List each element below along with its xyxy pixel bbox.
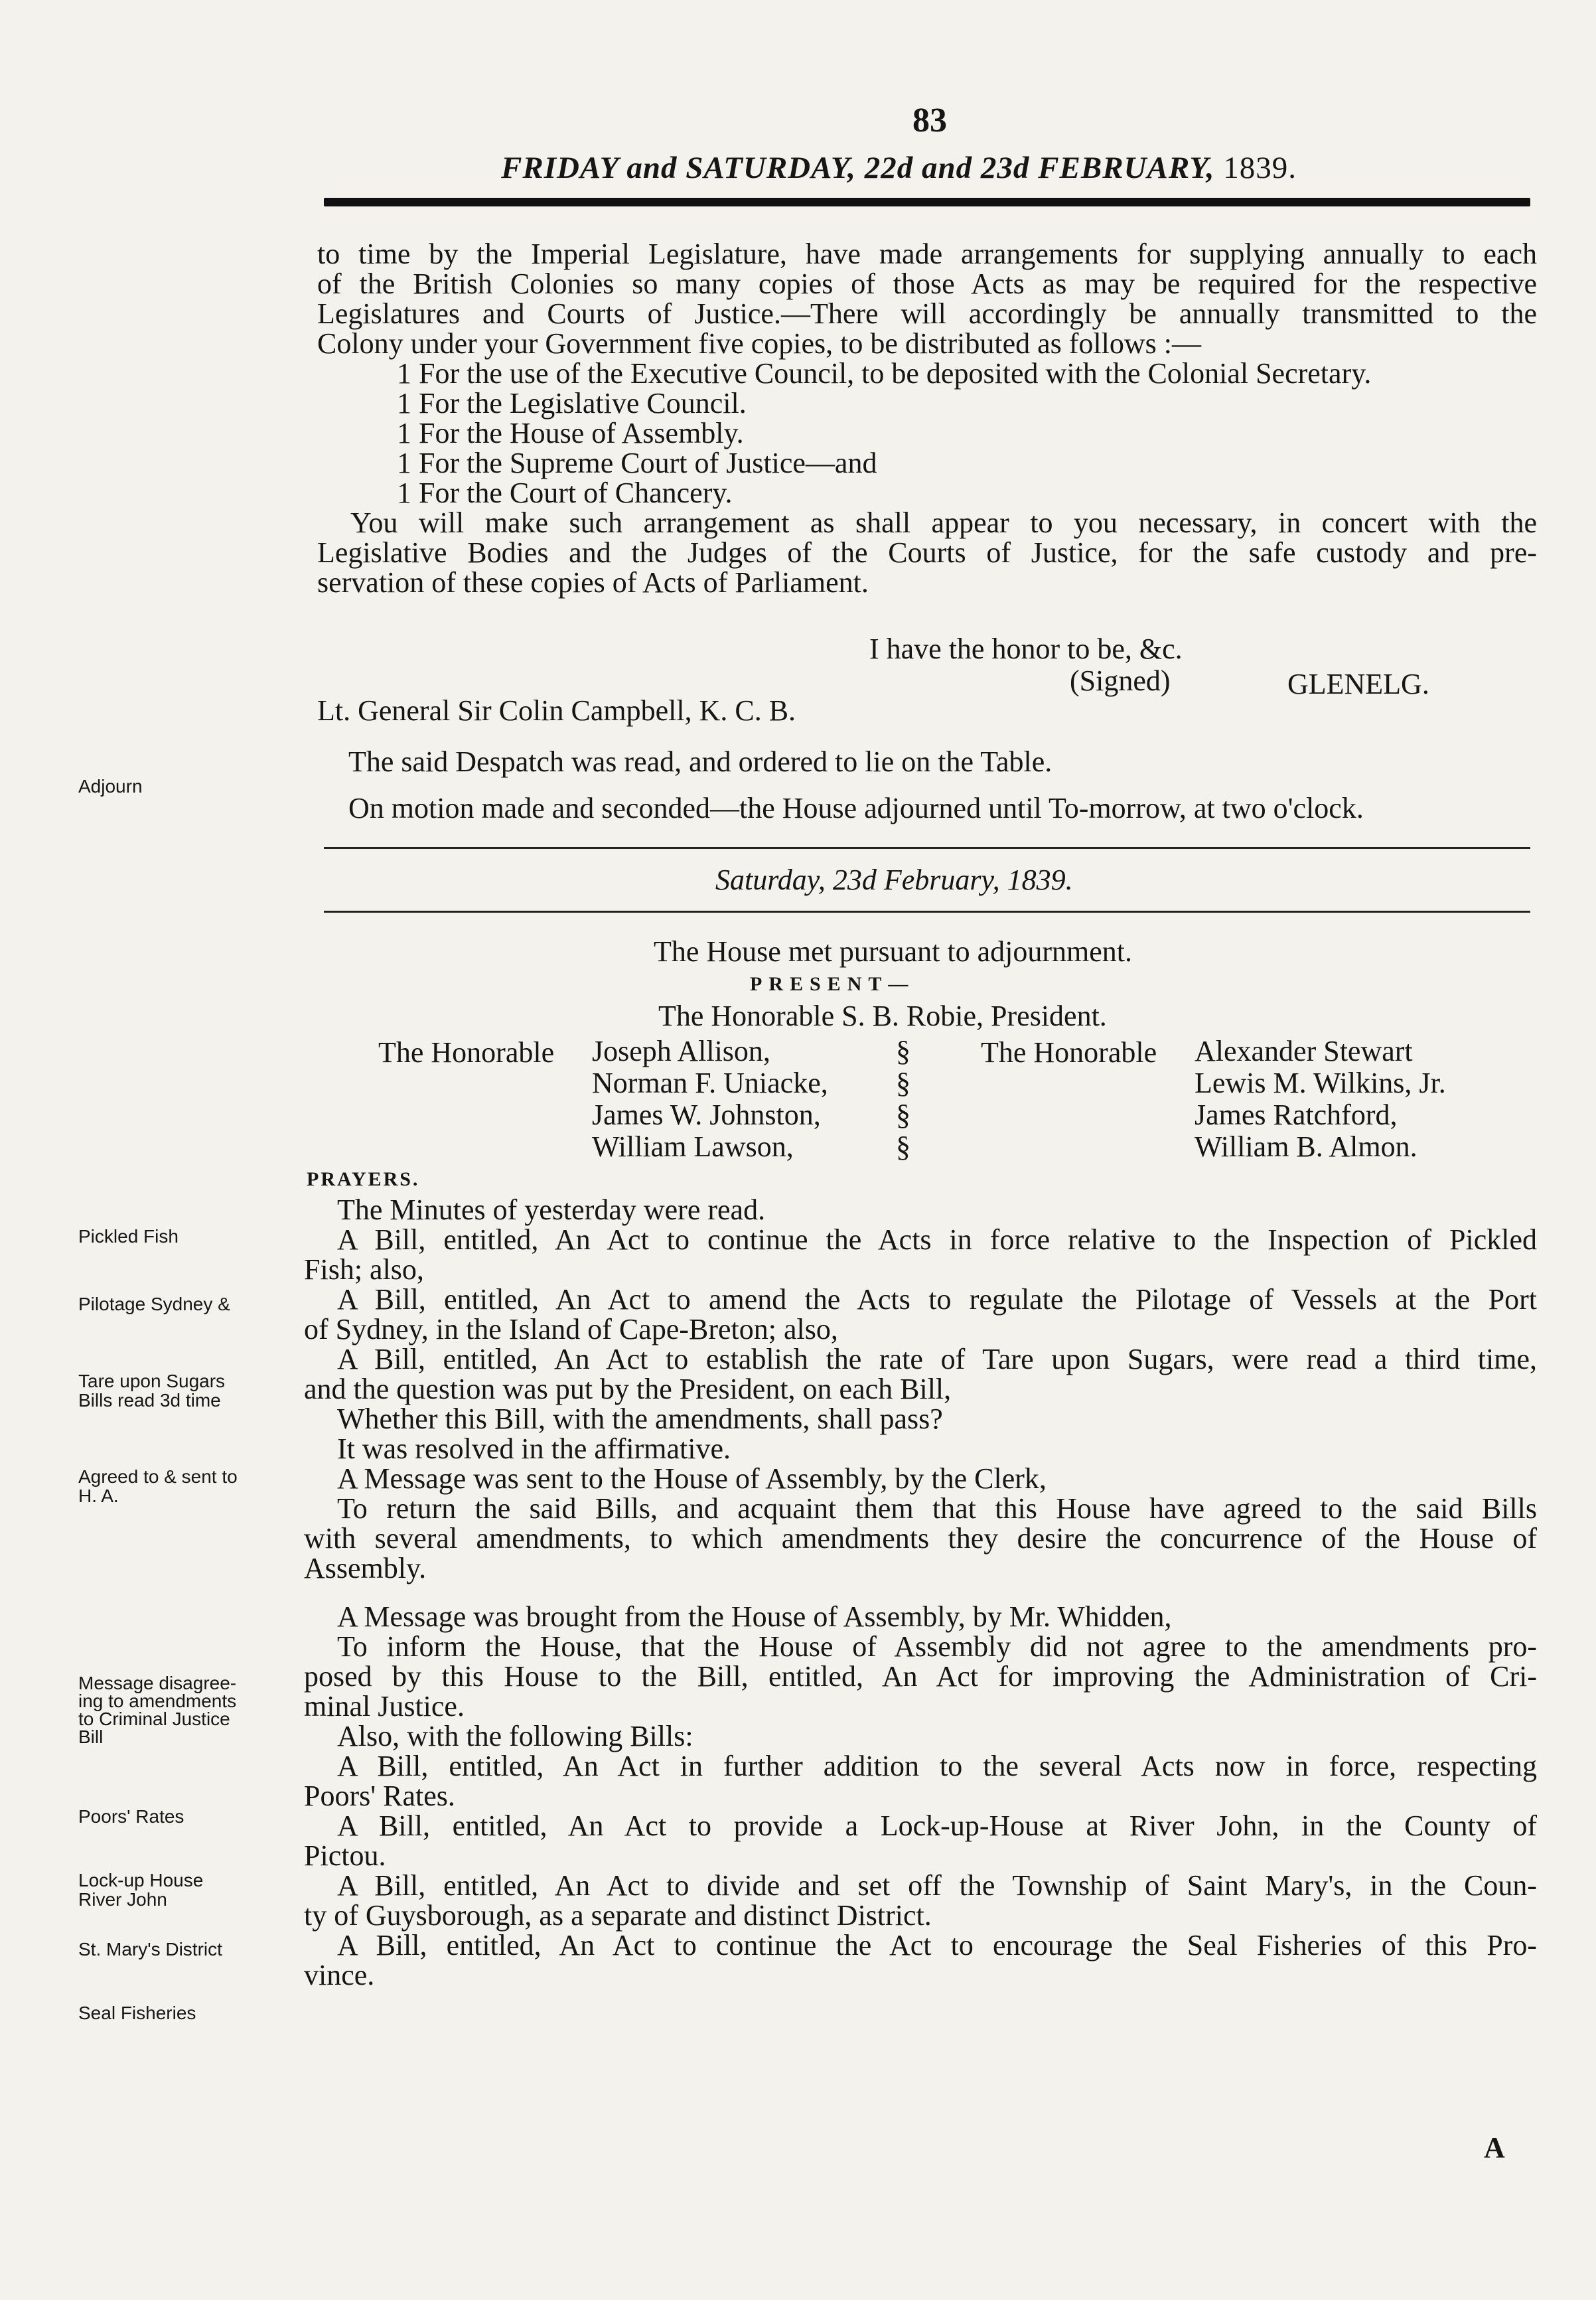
body-line: Poors' Rates. xyxy=(304,1780,455,1812)
header-year: 1839. xyxy=(1223,151,1297,185)
body-line: with several amendments, to which amendments they desire the concurrence of the House of xyxy=(304,1522,1537,1555)
body-line: A Bill, entitled, An Act to amend the Acts to regulate the Pilotage of Vessels at the Port xyxy=(337,1283,1537,1316)
body-line: A Bill, entitled, An Act to provide a Lock-up-House at River John, in the County of xyxy=(337,1809,1537,1842)
section-rule-bottom xyxy=(324,911,1530,913)
body-line: A Bill, entitled, An Act to divide and set off the Township of Saint Mary's, in the Coun- xyxy=(337,1869,1537,1902)
margin-note-lockup: Lock-up House River John xyxy=(78,1870,204,1910)
section-separators xyxy=(896,1035,910,1163)
despatch-text xyxy=(317,239,1537,597)
body-line: A Message was brought from the House of Assembly, by Mr. Whidden, xyxy=(337,1600,1172,1633)
header-rule xyxy=(324,198,1530,206)
signer-name: GLENELG. xyxy=(1287,668,1429,700)
margin-note-pilotage: Pilotage Sydney & xyxy=(78,1294,230,1314)
body-line: Also, with the following Bills: xyxy=(337,1720,693,1752)
body-line: To return the said Bills, and acquaint them that this House have agreed to the said Bills xyxy=(337,1492,1537,1525)
despatch-line: servation of these copies of Acts of Parliament. xyxy=(317,566,869,599)
adjourn-line: On motion made and seconded—the House adjourned until To-morrow, at two o'clock. xyxy=(348,792,1364,824)
body-line: Pictou. xyxy=(304,1839,386,1872)
section-rule-top xyxy=(324,847,1530,849)
despatch-line: to time by the Imperial Legislature, have made arrangements for supplying annually to each xyxy=(317,238,1537,270)
despatch-line: Legislative Bodies and the Judges of the Courts of Justice, for the safe custody and pre- xyxy=(317,536,1537,569)
members-right xyxy=(1195,1035,1446,1163)
distribution-item: 1 For the Supreme Court of Justice—and xyxy=(397,447,877,479)
members-left xyxy=(592,1035,828,1163)
body-line: A Bill, entitled, An Act to establish the rate of Tare upon Sugars, were read a third time, xyxy=(337,1343,1537,1375)
honorable-right-label: The Honorable xyxy=(981,1036,1157,1069)
despatch-line: You will make such arrangement as shall appear to you necessary, in concert with the xyxy=(350,506,1537,539)
body-line: It was resolved in the affirmative. xyxy=(337,1432,731,1465)
body-line: vince. xyxy=(304,1959,375,1991)
distribution-item: 1 For the House of Assembly. xyxy=(397,417,744,449)
margin-note-poors-rates: Poors' Rates xyxy=(78,1806,184,1827)
member-name: William Lawson, xyxy=(592,1130,794,1163)
member-name: Norman F. Uniacke, xyxy=(592,1067,828,1099)
body-line: Fish; also, xyxy=(304,1253,424,1286)
member-name: James W. Johnston, xyxy=(592,1099,821,1131)
member-name: Joseph Allison, xyxy=(592,1035,770,1067)
addressee: Lt. General Sir Colin Campbell, K. C. B. xyxy=(317,694,796,727)
saturday-date: Saturday, 23d February, 1839. xyxy=(715,864,1073,896)
separator-mark: § xyxy=(896,1130,910,1163)
body-line: Whether this Bill, with the amendments, shall pass? xyxy=(337,1403,943,1435)
body-line: and the question was put by the President, on each Bill, xyxy=(304,1373,952,1405)
despatch-line: Legislatures and Courts of Justice.—There will accordingly be annually transmitted to the xyxy=(317,297,1537,330)
president-line: The Honorable S. B. Robie, President. xyxy=(658,1000,1107,1032)
body-line: A Bill, entitled, An Act to continue the Act to encourage the Seal Fisheries of this Pro- xyxy=(337,1929,1537,1961)
distribution-item: 1 For the Legislative Council. xyxy=(397,387,747,420)
separator-mark: § xyxy=(896,1067,910,1099)
margin-note-agreed: Agreed to & sent to H. A. xyxy=(78,1466,238,1506)
present-label: PRESENT— xyxy=(750,973,915,995)
margin-note-pickled-fish: Pickled Fish xyxy=(78,1226,179,1247)
body-line: A Message was sent to the House of Assembly, by the Clerk, xyxy=(337,1462,1047,1495)
honorable-left-label: The Honorable xyxy=(378,1036,555,1069)
margin-note-adjourn: Adjourn xyxy=(78,776,143,797)
separator-mark: § xyxy=(896,1099,910,1131)
despatch-line: of the British Colonies so many copies of those Acts as may be required for the respective xyxy=(317,268,1537,300)
header-title: FRIDAY and SATURDAY, 22d and 23d FEBRUARY, xyxy=(501,151,1215,185)
body-line: A Bill, entitled, An Act to continue the Acts in force relative to the Inspection of Pickled xyxy=(337,1223,1537,1256)
despatch-read-line: The said Despatch was read, and ordered to lie on the Table. xyxy=(348,745,1052,778)
body-line: minal Justice. xyxy=(304,1690,465,1723)
margin-note-tare: Tare upon Sugars Bills read 3d time xyxy=(78,1371,226,1411)
margin-note-st-marys: St. Mary's District xyxy=(78,1939,222,1959)
member-name: Lewis M. Wilkins, Jr. xyxy=(1195,1067,1446,1099)
body-line: A Bill, entitled, An Act in further addition to the several Acts now in force, respecting xyxy=(337,1750,1537,1782)
catchword: A xyxy=(1484,2131,1505,2164)
member-name: William B. Almon. xyxy=(1195,1130,1417,1163)
member-name: Alexander Stewart xyxy=(1195,1035,1413,1067)
prayers-heading: PRAYERS. xyxy=(307,1168,420,1190)
proceedings-text xyxy=(304,1195,1537,1990)
margin-note-seal-fisheries: Seal Fisheries xyxy=(78,2003,196,2023)
body-line: of Sydney, in the Island of Cape-Breton; also, xyxy=(304,1313,838,1345)
separator-mark: § xyxy=(896,1035,910,1067)
distribution-item: 1 For the Court of Chancery. xyxy=(397,477,733,509)
page-header xyxy=(501,150,1297,186)
page-number: 83 xyxy=(912,102,947,139)
body-line: ty of Guysborough, as a separate and distinct District. xyxy=(304,1899,932,1932)
despatch-line: Colony under your Government five copies, to be distributed as follows :— xyxy=(317,327,1201,360)
body-line: To inform the House, that the House of Assembly did not agree to the amendments pro- xyxy=(337,1630,1537,1663)
body-line: posed by this House to the Bill, entitled, An Act for improving the Administration of Cri- xyxy=(304,1660,1537,1693)
signed-label: (Signed) xyxy=(1070,664,1171,697)
distribution-item: 1 For the use of the Executive Council, to be deposited with the Colonial Secretary. xyxy=(397,357,1372,390)
member-name: James Ratchford, xyxy=(1195,1099,1398,1131)
house-met: The House met pursuant to adjournment. xyxy=(654,935,1132,968)
body-line: The Minutes of yesterday were read. xyxy=(337,1193,766,1226)
body-spacer xyxy=(304,1583,1537,1602)
margin-note-message: Message disagree- ing to amendments to Criminal Justice Bill xyxy=(78,1673,237,1747)
closing-honor: I have the honor to be, &c. xyxy=(869,633,1183,665)
body-line: Assembly. xyxy=(304,1552,427,1584)
